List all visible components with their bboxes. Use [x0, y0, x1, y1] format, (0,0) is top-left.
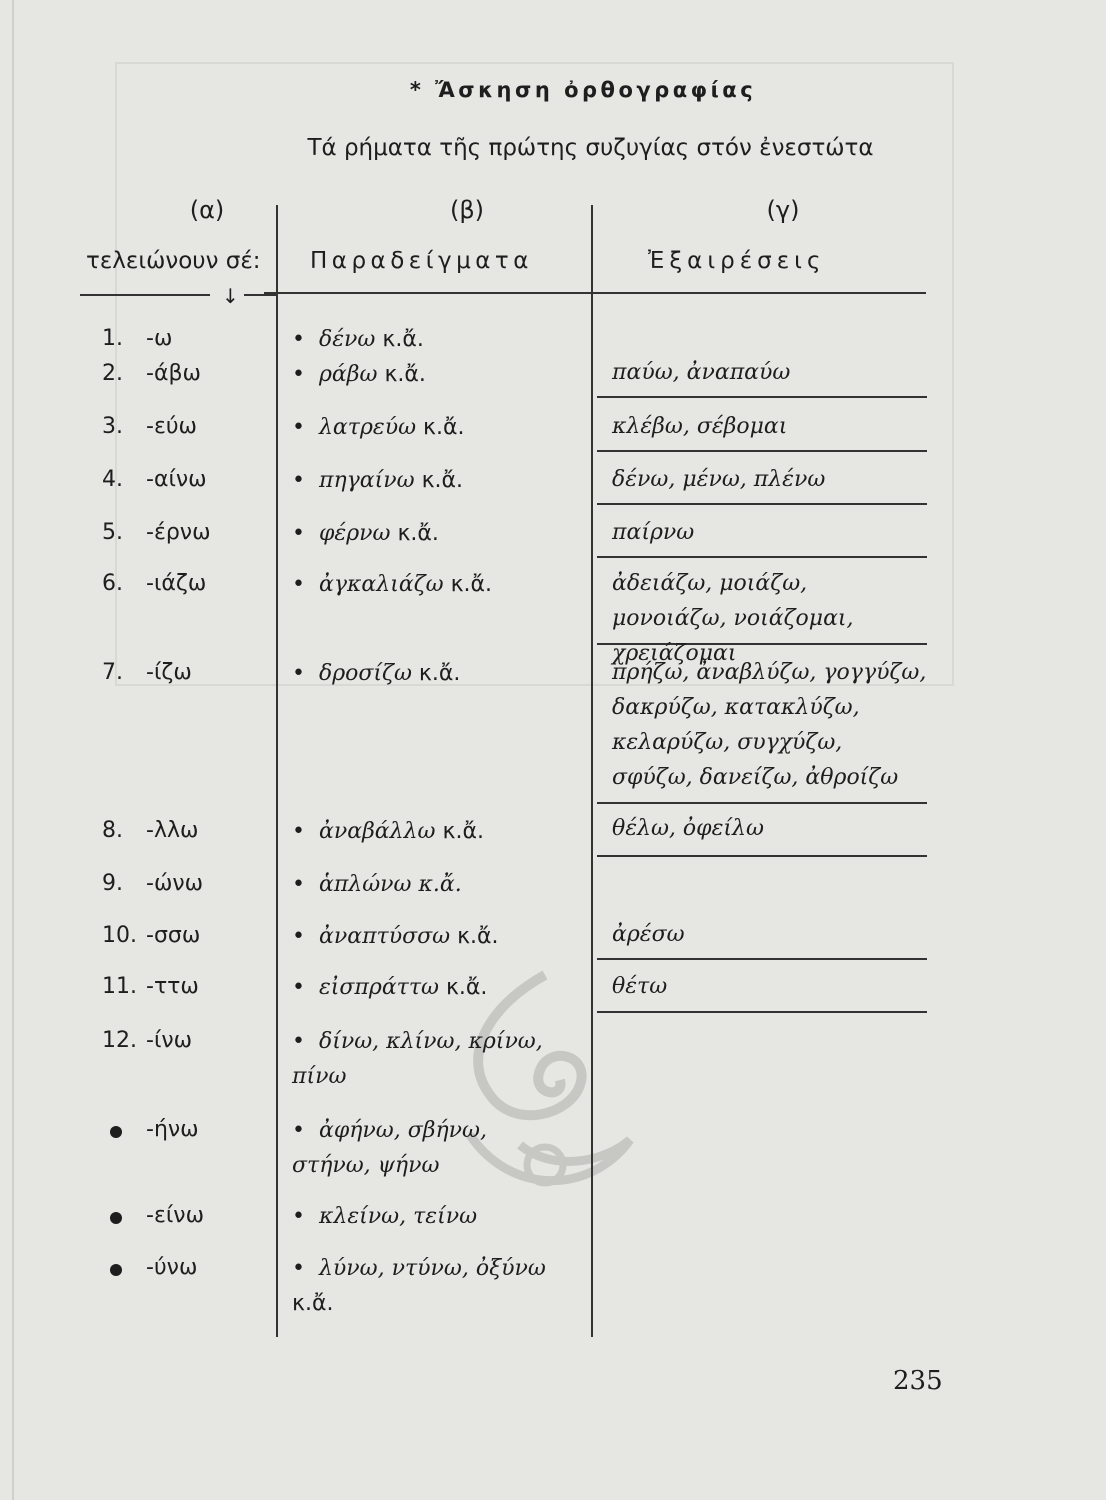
down-arrow-icon: ↓ [222, 284, 239, 308]
table-row-ending: 2. -άβω [102, 361, 201, 386]
table-row-ending: 11. -ττω [102, 974, 199, 999]
column-divider-right [591, 205, 593, 1337]
table-row-ending: 9. -ώνω [102, 871, 204, 896]
table-row-exceptions: πρήζω, ἀναβλύζω, γογγύζω, δακρύζω, κατακλύζω, κελαρύζω, συγχύζω, σφύζω, δανείζω, ἀθροίζω [612, 660, 927, 790]
table-row-exceptions: παύω, ἀναπαύω [612, 360, 791, 385]
table-row-exceptions: ἀρέσω [612, 922, 685, 947]
table-row-ending: 6. -ιάζω [102, 571, 207, 596]
table-row-exceptions: δένω, μένω, πλένω [612, 467, 826, 492]
table-row-example: • φέρνω κ.ἄ. [292, 521, 439, 546]
table-row-example: • λύνω, ντύνω, ὀξύνω κ.ἄ. [292, 1256, 546, 1316]
exercise-heading [0, 78, 1106, 102]
table-row-example: • δίνω, κλίνω, κρίνω, πίνω [292, 1029, 543, 1089]
exception-rule-7 [597, 855, 927, 857]
table-row-ending: 12. -ίνω [102, 1028, 193, 1053]
table-row-exceptions: ἀδειάζω, μοιάζω, μονοιάζω, νοιάζομαι, χρειάζομαι [612, 571, 854, 666]
column-a-letter: (α) [189, 196, 225, 224]
bullet-dot-icon [110, 1264, 122, 1276]
bullet-dot-icon [110, 1212, 122, 1224]
table-row-exceptions: παίρνω [612, 520, 695, 545]
table-row-example: • ἀναβάλλω κ.ἄ. [292, 819, 484, 844]
table-row-exceptions: θέτω [612, 974, 668, 999]
table-row-example: • ράβω κ.ἄ. [292, 362, 426, 387]
exception-rule-2 [597, 450, 927, 452]
exception-rule-9 [597, 1011, 927, 1013]
table-row-example: • ἀφήνω, σβήνω, στήνω, ψήνω [292, 1118, 487, 1178]
page-number: 235 [893, 1366, 943, 1396]
table-row-exceptions: θέλω, ὀφείλω [612, 816, 764, 841]
bullet-dot-icon [110, 1126, 122, 1138]
column-b-title: Παραδείγματα [310, 248, 533, 274]
table-row-example: • εἰσπράττω κ.ἄ. [292, 975, 488, 1000]
table-row-example: • δένω κ.ἄ. [292, 327, 424, 352]
table-row-exceptions: κλέβω, σέβομαι [612, 414, 788, 439]
table-row-example: • δροσίζω κ.ἄ. [292, 661, 461, 686]
table-row-ending: 5. -έρνω [102, 520, 211, 545]
table-row-ending: 10. -σσω [102, 923, 201, 948]
book-page: * Ἄσκηση ὀρθογραφίας Τά ρήματα τῆς πρώτης συζυγίας στόν ἐνεστώτα (α) (β) (γ) τελειώνουν σέ: Παραδείγματα Ἐξαιρέσεις ↓ 1. -ω • δένω κ.ἄ. 2. -άβω • ράβω κ.ἄ. παύω, ἀναπαύω 3. -εύω • λατρεύω κ.ἄ. κλέβω, σέβομαι 4. -αίνω • πηγαίνω κ.ἄ. δένω, μένω, πλένω 5. -έρνω • φέρνω κ.ἄ. παίρνω 6. -ιάζω • ἀγκαλιάζω κ.ἄ. ἀδειάζω, μοιάζω, μονοιάζω, νοιάζομαι, χρειάζομαι 7. -ίζω • δροσίζω κ.ἄ. πρήζω, ἀναβλύζω, γογγύζω, δακρύζω, κατακλύζω, κελαρύζω, συγχύζω, σφύζω, δανείζω, ἀθροίζω 8. -λλω • ἀναβάλλω κ.ἄ. θέλω, ὀφείλω 9. -ώνω • ἁπλώνω κ.ἄ. 10. -σσω • ἀναπτύσσω κ.ἄ. ἀρέσω 11. -ττω • εἰσπράττω κ.ἄ. θέτω 12. -ίνω • δίνω, κλίνω, κρίνω, πίνω -ήνω • ἀφήνω, σβήνω, στήνω, ψήνω -είνω • κλείνω, τείνω -ύνω • λύνω, ντύνω, ὀξύνω κ.ἄ. 235 [0, 0, 1106, 1500]
table-row-ending: 1. -ω [102, 326, 173, 351]
table-row-ending: 3. -εύω [102, 414, 197, 439]
column-c-title: Ἐξαιρέσεις [648, 248, 826, 274]
table-row-example: • ἀγκαλιάζω κ.ἄ. [292, 572, 493, 597]
table-row-example: • λατρεύω κ.ἄ. [292, 415, 465, 440]
header-rule-left [80, 294, 210, 296]
table-row-ending: 7. -ίζω [102, 660, 192, 685]
exception-rule-4 [597, 556, 927, 558]
header-rule-left-stub [244, 294, 276, 296]
table-row-example: • ἁπλώνω κ.ἄ. [292, 872, 462, 897]
table-row-example: • κλείνω, τείνω [292, 1204, 478, 1229]
table-subtitle: Τά ρήματα τῆς πρώτης συζυγίας στόν ἐνεστώτα [307, 135, 874, 161]
heading-asterisk: * [409, 78, 425, 102]
exception-rule-6 [597, 802, 927, 804]
header-rule-main [264, 292, 926, 294]
column-b-letter: (β) [449, 196, 485, 224]
column-a-title: τελειώνουν σέ: [86, 248, 261, 274]
table-row-example: • ἀναπτύσσω κ.ἄ. [292, 924, 499, 949]
exception-rule-3 [597, 503, 927, 505]
heading-title: Ἄσκηση ὀρθογραφίας [435, 78, 757, 102]
table-row-ending: 8. -λλω [102, 818, 199, 843]
table-row-example: • πηγαίνω κ.ἄ. [292, 468, 464, 493]
exception-rule-8 [597, 958, 927, 960]
page-edge-shadow [12, 0, 14, 1500]
column-divider-left [276, 205, 278, 1337]
column-c-letter: (γ) [766, 196, 800, 224]
exception-rule-1 [597, 396, 927, 398]
table-row-ending: 4. -αίνω [102, 467, 207, 492]
